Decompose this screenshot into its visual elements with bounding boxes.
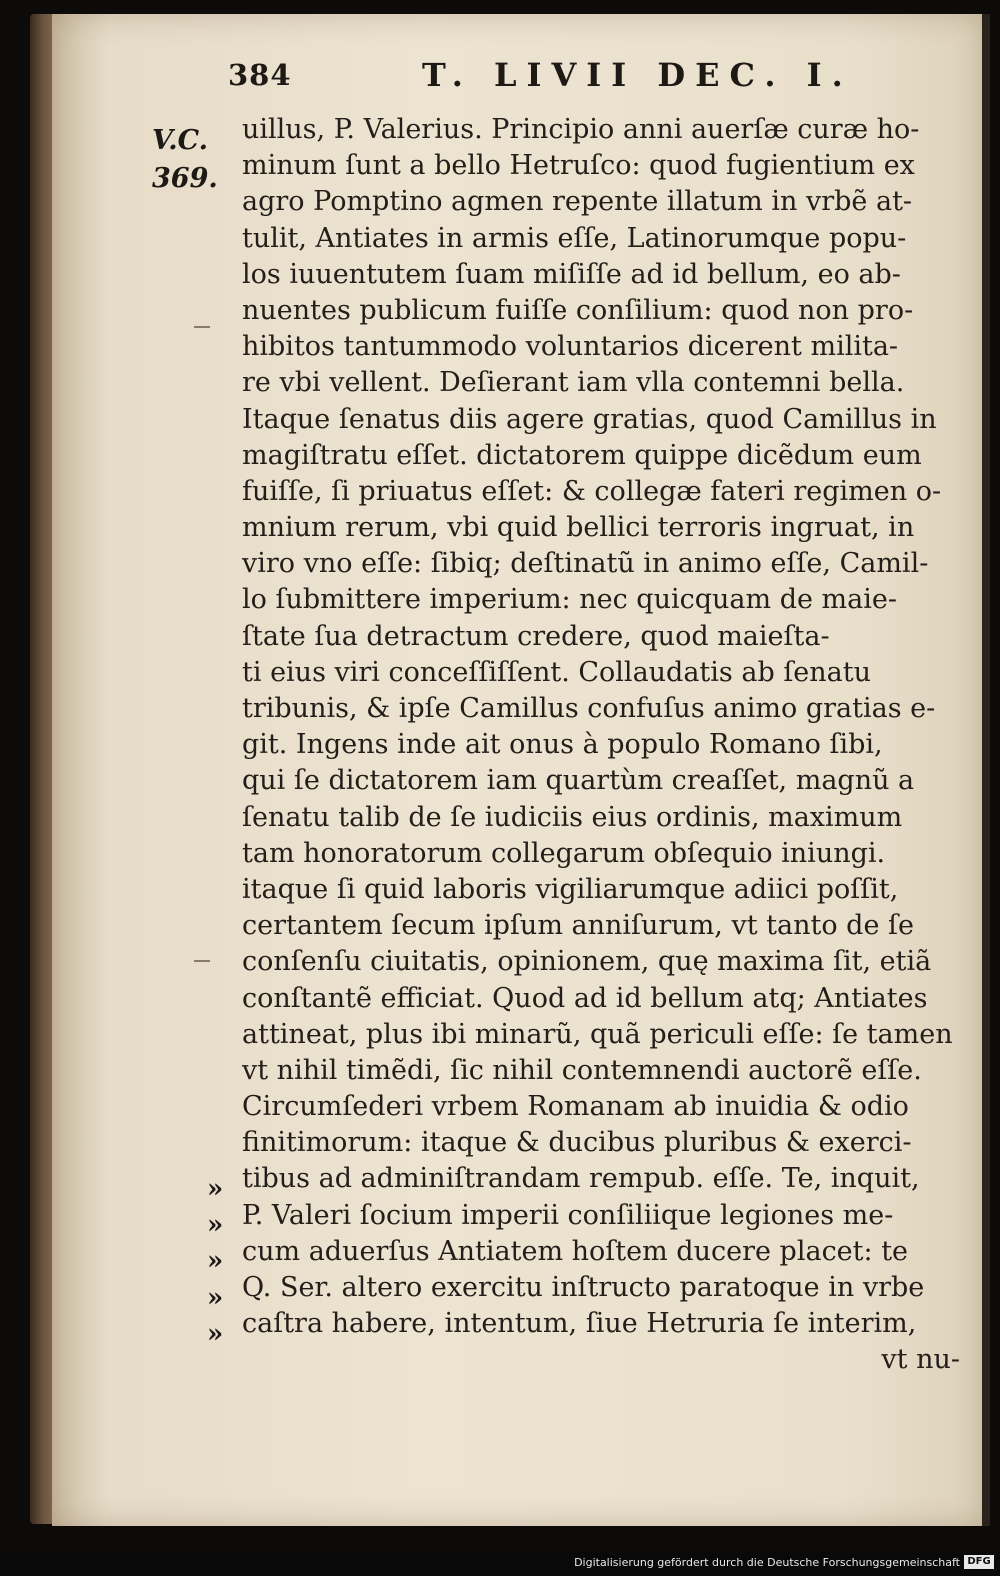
text-line: fuiſſe, ſi priuatus eſſet: & collegæ fateri regimen o- [242, 475, 942, 507]
text-line: lo ſubmittere imperium: nec quicquam de maie- [242, 584, 897, 616]
text-line: hibitos tantummodo voluntarios dicerent milita- [242, 331, 899, 363]
text-line: uillus, P. Valerius. Principio anni auerſæ curæ ho- [242, 114, 920, 145]
text-line: tam honoratorum collegarum obſequio iniungi. [242, 837, 886, 869]
text-line: cum aduerſus Antiatem hoſtem ducere placet: te [242, 1235, 909, 1267]
page-edge [982, 14, 990, 1526]
quote-mark: » [207, 1210, 224, 1241]
text-line: tulit, Antiates in armis eſſe, Latinorumque popu- [242, 222, 907, 254]
text-line: conſtantẽ efficiat. Quod ad id bellum atq; Antiates [242, 982, 928, 1014]
text-line: finitimorum: itaque & ducibus pluribus & exerci- [242, 1127, 912, 1159]
page-number: 384 [228, 58, 292, 92]
quote-mark: » [207, 1174, 224, 1204]
quote-mark: » [207, 1282, 224, 1313]
text-line: caſtra habere, intentum, ſiue Hetruria ſe interim, [242, 1308, 917, 1340]
margin-dash-mark [194, 326, 210, 328]
text-line: Itaque ſenatus diis agere gratias, quod Camillus in [242, 403, 937, 435]
text-line: qui ſe dictatorem iam quartùm creaſſet, magnũ a [242, 765, 915, 797]
running-title: T. LIVII DEC. I. [422, 56, 853, 94]
book-page [52, 14, 984, 1526]
text-line: ti eius viri conceſſiſſent. Collaudatis ab ſenatu [242, 656, 872, 688]
text-line: re vbi vellent. Deſierant iam vlla contemni bella. [242, 367, 905, 399]
text-line: ſenatu talib de ſe iudiciis eius ordinis, maximum [242, 801, 903, 833]
text-line: agro Pomptino agmen repente illatum in vrbẽ at- [242, 186, 913, 218]
text-line: magiſtratu eſſet. dictatorem quippe dicẽdum eum [242, 439, 922, 471]
text-line: tribunis, & ipſe Camillus confuſus animo gratias e- [242, 693, 936, 724]
text-line: viro vno eſſe: ſibiq; deſtinatũ in animo eſſe, Camil- [242, 548, 929, 580]
margin-year-number: 369. [152, 163, 218, 194]
text-line: P. Valeri ſocium imperii conſiliique legiones me- [242, 1199, 894, 1231]
quote-mark: » [207, 1246, 224, 1277]
quote-mark: » [207, 1318, 224, 1349]
text-line: itaque ſi quid laboris vigiliarumque adiici poſſit, [242, 873, 899, 905]
text-line: vt nu- [881, 1344, 960, 1376]
dfg-logo: DFG [964, 1555, 994, 1569]
quote-marks-column [207, 1171, 247, 1352]
margin-dash-mark [194, 960, 210, 962]
text-line: conſenſu ciuitatis, opinionem, quę maxima ſit, etiã [242, 946, 932, 978]
text-line: Circumſederi vrbem Romanam ab inuidia & odio [242, 1091, 909, 1123]
text-line: mnium rerum, vbi quid bellici terroris ingruat, in [242, 512, 915, 544]
text-line: vt nihil timẽdi, ſic nihil contemnendi auctorẽ eſſe. [242, 1054, 922, 1086]
body-text [242, 112, 970, 1379]
text-line: git. Ingens inde ait onus à populo Romano ſibi, [242, 729, 883, 761]
text-line: Q. Ser. altero exercitu inſtructo paratoque in vrbe [242, 1272, 925, 1303]
text-line: ſtate ſua detractum credere, quod maieſta- [242, 620, 830, 652]
text-line: nuentes publicum fuiſſe conſilium: quod non pro- [242, 294, 914, 326]
text-line: minum ſunt a bello Hetruſco: quod fugientium ex [242, 150, 915, 182]
text-line: los iuuentutem ſuam miſiſſe ad id bellum, eo ab- [242, 258, 901, 290]
text-line: attineat, plus ibi minarũ, quã periculi eſſe: ſe tamen [242, 1018, 953, 1050]
text-line: tibus ad adminiſtrandam rempub. eſſe. Te, inquit, [242, 1163, 920, 1195]
marginal-year-note [152, 122, 222, 198]
digitization-credit: Digitalisierung gefördert durch die Deutsche Forschungsgemeinschaft [574, 1556, 960, 1569]
page-header [52, 54, 984, 104]
text-line: certantem ſecum ipſum anniſurum, vt tanto de ſe [242, 910, 914, 942]
margin-year-label: V.C. [152, 125, 209, 156]
